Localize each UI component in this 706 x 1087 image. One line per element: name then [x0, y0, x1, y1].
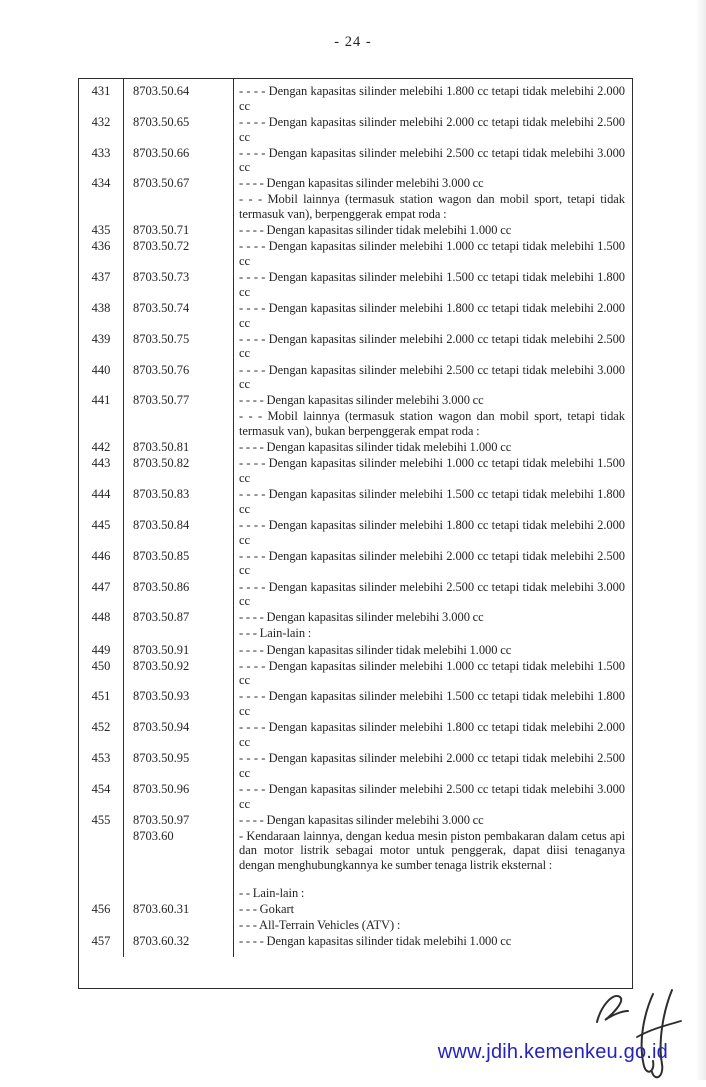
hs-code-cell: 8703.50.76 — [124, 363, 234, 394]
table-row — [79, 643, 632, 659]
table-row — [79, 270, 632, 301]
table-row — [79, 886, 632, 902]
description-cell: - - - - Dengan kapasitas silinder melebihi 2.000 cc tetapi tidak melebihi 2.500 cc — [239, 114, 625, 144]
table-row — [79, 239, 632, 270]
row-number-cell: 457 — [79, 934, 124, 957]
page-number: - 24 - — [334, 34, 372, 50]
hs-code-cell: 8703.50.81 — [124, 440, 234, 456]
description-cell: - - - - Dengan kapasitas silinder tidak melebihi 1.000 cc — [239, 934, 512, 949]
row-number-cell — [79, 918, 124, 934]
table-row — [79, 487, 632, 518]
row-number-cell: 449 — [79, 643, 124, 659]
description-cell: - - - All-Terrain Vehicles (ATV) : — [239, 918, 401, 933]
table-row — [79, 115, 632, 146]
row-number-cell — [79, 829, 124, 875]
description-cell: - - - - Dengan kapasitas silinder melebihi 2.000 cc tetapi tidak melebihi 2.500 cc — [239, 751, 625, 780]
row-number-cell: 455 — [79, 813, 124, 829]
hs-code-cell: 8703.50.66 — [124, 146, 234, 177]
table-row — [79, 720, 632, 751]
row-number-cell: 438 — [79, 301, 124, 332]
table-row — [79, 456, 632, 487]
row-number-cell: 443 — [79, 456, 124, 487]
description-cell: - - - - Dengan kapasitas silinder melebihi 1.800 cc tetapi tidak melebihi 2.000 cc — [239, 720, 625, 749]
description-cell: - - - - Dengan kapasitas silinder melebihi 3.000 cc — [239, 393, 484, 408]
row-number-cell: 436 — [79, 239, 124, 270]
description-cell: - - - - Dengan kapasitas silinder melebihi 1.000 cc tetapi tidak melebihi 1.500 cc — [239, 239, 625, 269]
hs-code-cell: 8703.50.71 — [124, 223, 234, 239]
hs-code-cell: 8703.50.77 — [124, 393, 234, 409]
table-row — [79, 829, 632, 875]
table-row — [79, 440, 632, 456]
table-row — [79, 580, 632, 611]
table-row — [79, 626, 632, 642]
description-cell: - - - Gokart — [239, 902, 295, 917]
description-cell: - - - - Dengan kapasitas silinder melebihi 2.500 cc tetapi tidak melebihi 3.000 cc — [239, 579, 625, 609]
row-number-cell: 450 — [79, 659, 124, 690]
row-number-cell: 453 — [79, 751, 124, 782]
row-number-cell: 454 — [79, 782, 124, 813]
hs-code-cell: 8703.50.85 — [124, 549, 234, 580]
description-cell: - - - - Dengan kapasitas silinder melebihi 1.000 cc tetapi tidak melebihi 1.500 cc — [239, 456, 625, 486]
row-number-cell: 452 — [79, 720, 124, 751]
table-row — [79, 918, 632, 934]
signature-ink — [575, 982, 695, 1087]
table-row — [79, 518, 632, 549]
table-row — [79, 610, 632, 626]
row-number-cell: 444 — [79, 487, 124, 518]
table-row — [79, 393, 632, 409]
hs-code-cell — [124, 874, 234, 886]
row-number-cell: 439 — [79, 332, 124, 363]
hs-code-cell: 8703.50.72 — [124, 239, 234, 270]
description-cell: - - - Mobil lainnya (termasuk station wagon dan mobil sport, tetapi tidak termasuk van), berpenggerak empat roda : — [239, 192, 625, 222]
table-row — [79, 659, 632, 690]
hs-code-cell: 8703.50.86 — [124, 580, 234, 611]
description-cell: - - - - Dengan kapasitas silinder melebihi 1.800 cc tetapi tidak melebihi 2.000 cc — [239, 517, 625, 547]
hs-code-cell: 8703.50.87 — [124, 610, 234, 626]
row-number-cell: 434 — [79, 176, 124, 192]
hs-code-cell: 8703.50.91 — [124, 643, 234, 659]
hs-code-cell — [124, 918, 234, 934]
row-number-cell: 445 — [79, 518, 124, 549]
hs-code-cell: 8703.50.93 — [124, 689, 234, 720]
row-number-cell — [79, 409, 124, 440]
description-cell: - - - - Dengan kapasitas silinder melebihi 3.000 cc — [239, 610, 484, 625]
tariff-table — [78, 78, 633, 989]
hs-code-cell — [124, 886, 234, 902]
row-number-cell: 435 — [79, 223, 124, 239]
description-cell: - Kendaraan lainnya, dengan kedua mesin piston pembakaran dalam cetus api dan motor listrik sebagai motor untuk penggerak, dapat diisi tenaganya dengan menghubungkannya ke sumber tenaga listrik eksternal : — [239, 828, 625, 873]
row-number-cell — [79, 874, 124, 886]
table-row — [79, 223, 632, 239]
row-number-cell: 446 — [79, 549, 124, 580]
description-cell: - - - - Dengan kapasitas silinder melebihi 2.000 cc tetapi tidak melebihi 2.500 cc — [239, 331, 625, 361]
table-row — [79, 689, 632, 720]
scan-page-edge-shadow — [696, 0, 706, 1080]
description-cell: - - - - Dengan kapasitas silinder melebihi 2.500 cc tetapi tidak melebihi 3.000 cc — [239, 781, 625, 811]
table-row — [79, 782, 632, 813]
description-cell: - - - - Dengan kapasitas silinder melebihi 1.000 cc tetapi tidak melebihi 1.500 cc — [239, 658, 625, 688]
table-row — [79, 192, 632, 223]
row-number-cell: 441 — [79, 393, 124, 409]
description-cell: - - - - Dengan kapasitas silinder melebihi 2.000 cc tetapi tidak melebihi 2.500 cc — [239, 548, 625, 578]
jdih-kemenkeu-url: www.jdih.kemenkeu.go.id — [437, 1041, 668, 1063]
description-cell: - - - - Dengan kapasitas silinder tidak melebihi 1.000 cc — [239, 642, 512, 657]
hs-code-cell: 8703.50.67 — [124, 176, 234, 192]
row-number-cell: 440 — [79, 363, 124, 394]
description-cell: - - - - Dengan kapasitas silinder melebihi 3.000 cc — [239, 812, 484, 827]
hs-code-cell — [124, 192, 234, 223]
table-row — [79, 549, 632, 580]
row-number-cell: 448 — [79, 610, 124, 626]
row-number-cell: 433 — [79, 146, 124, 177]
table-row — [79, 332, 632, 363]
table-row — [79, 79, 632, 115]
table-row — [79, 409, 632, 440]
description-cell: - - - - Dengan kapasitas silinder melebihi 2.500 cc tetapi tidak melebihi 3.000 cc — [239, 362, 625, 392]
table-row — [79, 176, 632, 192]
hs-code-cell: 8703.50.82 — [124, 456, 234, 487]
row-number-cell — [79, 192, 124, 223]
table-row — [79, 902, 632, 918]
table-row — [79, 301, 632, 332]
hs-code-cell: 8703.50.95 — [124, 751, 234, 782]
hs-code-cell: 8703.50.92 — [124, 659, 234, 690]
hs-code-cell — [124, 409, 234, 440]
description-cell: - - - - Dengan kapasitas silinder melebihi 3.000 cc — [239, 176, 484, 191]
table-row — [79, 934, 632, 957]
description-cell: - - - Mobil lainnya (termasuk station wagon dan mobil sport, tetapi tidak termasuk van), bukan berpenggerak empat roda : — [239, 409, 625, 439]
description-cell: - - - - Dengan kapasitas silinder melebihi 1.500 cc tetapi tidak melebihi 1.800 cc — [239, 487, 625, 516]
description-cell: - - - - Dengan kapasitas silinder tidak melebihi 1.000 cc — [239, 440, 512, 455]
table-row — [79, 751, 632, 782]
description-cell: - - - - Dengan kapasitas silinder melebihi 1.500 cc tetapi tidak melebihi 1.800 cc — [239, 270, 625, 299]
row-number-cell — [79, 626, 124, 642]
hs-code-cell: 8703.50.65 — [124, 115, 234, 146]
hs-code-cell: 8703.50.64 — [124, 79, 234, 115]
table-row — [79, 363, 632, 394]
description-cell: - - - - Dengan kapasitas silinder melebihi 1.800 cc tetapi tidak melebihi 2.000 cc — [239, 300, 625, 330]
description-cell: - - - - Dengan kapasitas silinder melebihi 2.500 cc tetapi tidak melebihi 3.000 cc — [239, 145, 625, 175]
hs-code-cell: 8703.50.75 — [124, 332, 234, 363]
table-row — [79, 813, 632, 829]
row-number-cell: 456 — [79, 902, 124, 918]
hs-code-cell: 8703.50.94 — [124, 720, 234, 751]
row-number-cell: 451 — [79, 689, 124, 720]
hs-code-cell — [124, 626, 234, 642]
table-row — [79, 146, 632, 177]
hs-code-cell: 8703.50.74 — [124, 301, 234, 332]
row-number-cell — [79, 886, 124, 902]
row-number-cell: 447 — [79, 580, 124, 611]
description-cell — [234, 874, 632, 886]
description-cell: - - Lain-lain : — [239, 886, 305, 901]
description-cell: - - - - Dengan kapasitas silinder tidak melebihi 1.000 cc — [239, 223, 512, 238]
hs-code-cell: 8703.60.32 — [124, 934, 234, 957]
description-cell: - - - - Dengan kapasitas silinder melebihi 1.500 cc tetapi tidak melebihi 1.800 cc — [239, 689, 625, 719]
row-number-cell: 437 — [79, 270, 124, 301]
description-cell: - - - Lain-lain : — [239, 626, 312, 641]
hs-code-cell: 8703.60.31 — [124, 902, 234, 918]
row-number-cell: 442 — [79, 440, 124, 456]
hs-code-cell: 8703.50.96 — [124, 782, 234, 813]
hs-code-cell: 8703.50.84 — [124, 518, 234, 549]
hs-code-cell: 8703.50.83 — [124, 487, 234, 518]
hs-code-cell: 8703.50.73 — [124, 270, 234, 301]
hs-code-cell: 8703.60 — [124, 829, 234, 875]
row-number-cell: 432 — [79, 115, 124, 146]
table-row — [79, 874, 632, 886]
description-cell: - - - - Dengan kapasitas silinder melebihi 1.800 cc tetapi tidak melebihi 2.000 cc — [239, 84, 625, 113]
row-number-cell: 431 — [79, 79, 124, 115]
hs-code-cell: 8703.50.97 — [124, 813, 234, 829]
